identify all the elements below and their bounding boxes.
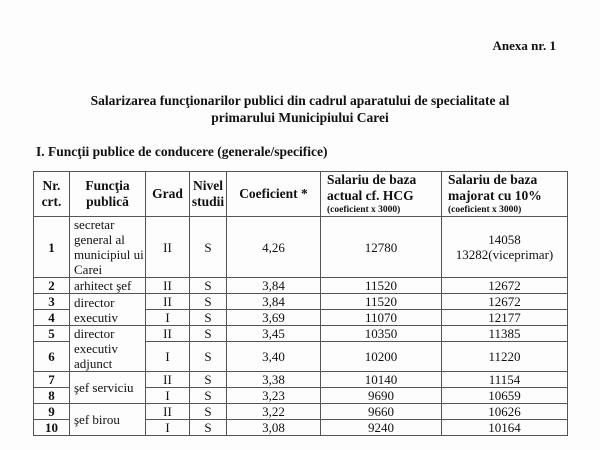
table-row [34,294,568,310]
cell-nivel: S [190,342,227,372]
cell-salariu-majorat: 12177 [442,310,568,326]
header-nivel: Nivel studii [190,172,227,217]
cell-salariu-actual: 9660 [321,404,442,420]
cell-grad: I [146,420,190,436]
header-salariu-majorat-sub: (coeficient x 3000) [448,205,522,215]
cell-grad: II [146,372,190,388]
cell-nr: 5 [34,326,70,342]
header-salariu-majorat [442,172,568,217]
cell-functia: director executiv adjunct [70,326,146,372]
cell-coeficient: 3,38 [227,372,321,388]
cell-grad: I [146,342,190,372]
cell-nr: 8 [34,388,70,404]
cell-coeficient: 3,22 [227,404,321,420]
cell-salariu-actual: 11070 [321,310,442,326]
cell-coeficient: 3,84 [227,278,321,294]
table-row [34,326,568,342]
cell-salariu-majorat: 12672 [442,294,568,310]
cell-salariu-actual: 9690 [321,388,442,404]
cell-salariu-majorat: 12672 [442,278,568,294]
annex-label: Anexa nr. 1 [492,38,556,53]
cell-salariu-majorat: 10626 [442,404,568,420]
cell-salariu-majorat-value: 14058 [488,232,521,247]
cell-salariu-majorat-viceprimar: 13282(viceprimar) [455,247,554,262]
cell-coeficient: 3,69 [227,310,321,326]
table-header-row [34,172,568,217]
header-salariu-actual-label: Salariu de baza actual cf. HCG [327,172,417,203]
cell-coeficient: 3,40 [227,342,321,372]
cell-coeficient: 3,08 [227,420,321,436]
header-coeficient: Coeficient * [227,172,321,217]
cell-grad: I [146,310,190,326]
document-title [0,92,600,126]
cell-functia: arhitect şef [70,278,146,294]
cell-coeficient: 3,84 [227,294,321,310]
header-nr: Nr. crt. [34,172,70,217]
cell-nr: 3 [34,294,70,310]
cell-functia: secretar general al municipiul ui Carei [70,217,146,278]
title-line-2: primarului Municipiului Carei [211,110,389,125]
cell-nivel: S [190,372,227,388]
cell-salariu-actual: 9240 [321,420,442,436]
table-row [34,372,568,388]
cell-coeficient: 4,26 [227,217,321,278]
header-salariu-actual [321,172,442,217]
cell-coeficient: 3,23 [227,388,321,404]
cell-functia: director executiv [70,294,146,326]
cell-grad: I [146,388,190,404]
cell-salariu-majorat: 11385 [442,326,568,342]
cell-nivel: S [190,278,227,294]
cell-functia: şef serviciu [70,372,146,404]
cell-coeficient: 3,45 [227,326,321,342]
cell-nivel: S [190,326,227,342]
table-row [34,278,568,294]
title-line-1: Salarizarea funcţionarilor publici din cadrul aparatului de specialitate al [90,93,510,108]
cell-nr: 6 [34,342,70,372]
section-heading: I. Funcţii publice de conducere (generale/specifice) [36,144,328,159]
table-row [34,404,568,420]
cell-nivel: S [190,217,227,278]
cell-grad: II [146,326,190,342]
cell-grad: II [146,404,190,420]
cell-functia: şef birou [70,404,146,436]
cell-nivel: S [190,404,227,420]
table-row [34,217,568,278]
header-salariu-majorat-label: Salariu de baza majorat cu 10% [448,172,542,203]
cell-salariu-majorat: 11220 [442,342,568,372]
cell-salariu-majorat: 10164 [442,420,568,436]
cell-salariu-majorat: 10659 [442,388,568,404]
cell-nr: 9 [34,404,70,420]
cell-salariu-actual: 10200 [321,342,442,372]
cell-nr: 4 [34,310,70,326]
cell-grad: II [146,294,190,310]
cell-grad: II [146,217,190,278]
cell-salariu-actual: 10350 [321,326,442,342]
cell-nr: 7 [34,372,70,388]
cell-nivel: S [190,420,227,436]
cell-salariu-majorat [442,217,568,278]
cell-salariu-majorat: 11154 [442,372,568,388]
cell-nr: 2 [34,278,70,294]
cell-nivel: S [190,310,227,326]
header-grad: Grad [146,172,190,217]
cell-salariu-actual: 11520 [321,294,442,310]
salary-table [33,171,568,436]
cell-grad: II [146,278,190,294]
header-salariu-actual-sub: (coeficient x 3000) [327,205,401,215]
cell-nivel: S [190,294,227,310]
cell-salariu-actual: 11520 [321,278,442,294]
cell-salariu-actual: 10140 [321,372,442,388]
header-functia: Funcţia publică [70,172,146,217]
cell-nr: 1 [34,217,70,278]
cell-nr: 10 [34,420,70,436]
cell-nivel: S [190,388,227,404]
cell-salariu-actual: 12780 [321,217,442,278]
